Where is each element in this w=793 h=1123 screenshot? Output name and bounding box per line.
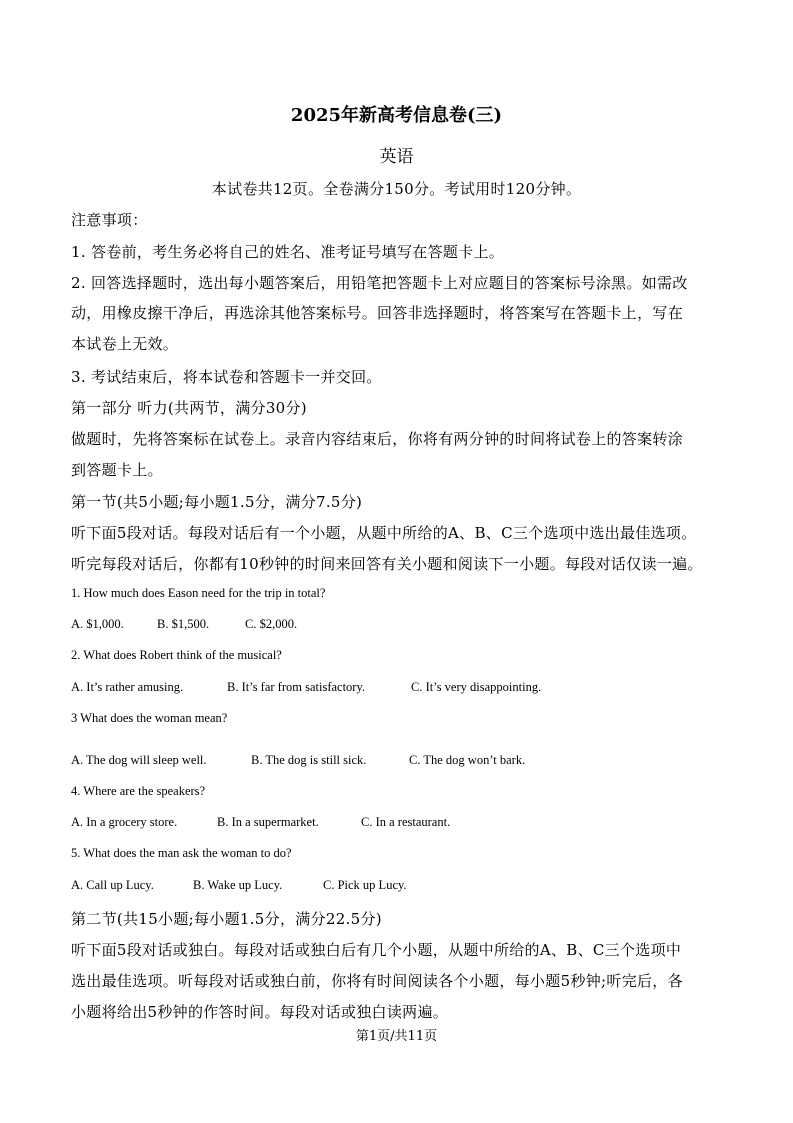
- option-b: B. It’s far from satisfactory.: [227, 680, 366, 694]
- notice-line: 1. 答卷前，考生务必将自己的姓名、准考证号填写在答题卡上。: [71, 243, 505, 261]
- page-footer: 第1页/共11页: [355, 1029, 438, 1044]
- option-c: C. The dog won’t bark.: [409, 753, 526, 767]
- notice-line: 3. 考试结束后，将本试卷和答题卡一并交回。: [71, 368, 382, 386]
- part1-desc-line: 到答题卡上。: [71, 461, 163, 479]
- question-4: 4. Where are the speakers?: [71, 784, 206, 798]
- option-b: B. $1,500.: [157, 617, 210, 631]
- section2-heading: 第二节(共15小题;每小题1.5分，满分22.5分): [71, 910, 382, 928]
- option-c: C. $2,000.: [245, 617, 298, 631]
- part1-heading: 第一部分 听力(共两节，满分30分): [71, 399, 307, 417]
- section1-desc-line: 听完每段对话后，你都有10秒钟的时间来回答有关小题和阅读下一小题。每段对话仅读一遍。: [71, 555, 703, 573]
- part1-desc-line: 做题时，先将答案标在试卷上。录音内容结束后，你将有两分钟的时间将试卷上的答案转涂: [71, 430, 684, 448]
- question-5: 5. What does the man ask the woman to do?: [71, 846, 292, 860]
- section1-desc-line: 听下面5段对话。每段对话后有一个小题，从题中所给的A、B、C三个选项中选出最佳选项。: [71, 524, 697, 542]
- option-a: A. $1,000.: [71, 617, 124, 631]
- option-c: C. It’s very disappointing.: [411, 680, 542, 694]
- section2-desc-line: 小题将给出5秒钟的作答时间。每段对话或独白读两遍。: [71, 1003, 449, 1021]
- notice-heading: 注意事项：: [71, 211, 148, 229]
- option-b: B. The dog is still sick.: [251, 753, 367, 767]
- options-5: [71, 878, 407, 893]
- exam-intro: 本试卷共12页。全卷满分150分。考试用时120分钟。: [211, 180, 582, 198]
- question-3: 3 What does the woman mean?: [71, 711, 228, 725]
- exam-title: 2025年新高考信息卷(三): [290, 105, 503, 126]
- option-c: C. Pick up Lucy.: [323, 878, 407, 892]
- section1-heading: 第一节(共5小题;每小题1.5分，满分7.5分): [71, 493, 363, 511]
- section2-desc-line: 选出最佳选项。听每段对话或独白前，你将有时间阅读各个小题，每小题5秒钟;听完后，各: [71, 972, 683, 990]
- question-1: 1. How much does Eason need for the trip in total?: [71, 586, 326, 600]
- notice-line: 本试卷上无效。: [71, 335, 179, 353]
- option-b: B. Wake up Lucy.: [193, 878, 283, 892]
- options-1: [71, 617, 297, 632]
- option-a: A. The dog will sleep well.: [71, 753, 207, 767]
- option-a: A. In a grocery store.: [71, 815, 178, 829]
- option-a: A. Call up Lucy.: [71, 878, 154, 892]
- notice-line: 动，用橡皮擦干净后，再选涂其他答案标号。回答非选择题时，将答案写在答题卡上，写在: [71, 304, 684, 322]
- options-3: [71, 753, 525, 768]
- question-2: 2. What does Robert think of the musical?: [71, 648, 282, 662]
- subject-title: 英语: [379, 147, 414, 167]
- notice-line: 2. 回答选择题时，选出每小题答案后，用铅笔把答题卡上对应题目的答案标号涂黑。如需改: [71, 274, 688, 292]
- option-b: B. In a supermarket.: [217, 815, 319, 829]
- options-4: [71, 815, 450, 830]
- section2-desc-line: 听下面5段对话或独白。每段对话或独白后有几个小题，从题中所给的A、B、C三个选项中: [71, 941, 682, 959]
- option-a: A. It’s rather amusing.: [71, 680, 184, 694]
- option-c: C. In a restaurant.: [361, 815, 451, 829]
- options-2: [71, 680, 541, 695]
